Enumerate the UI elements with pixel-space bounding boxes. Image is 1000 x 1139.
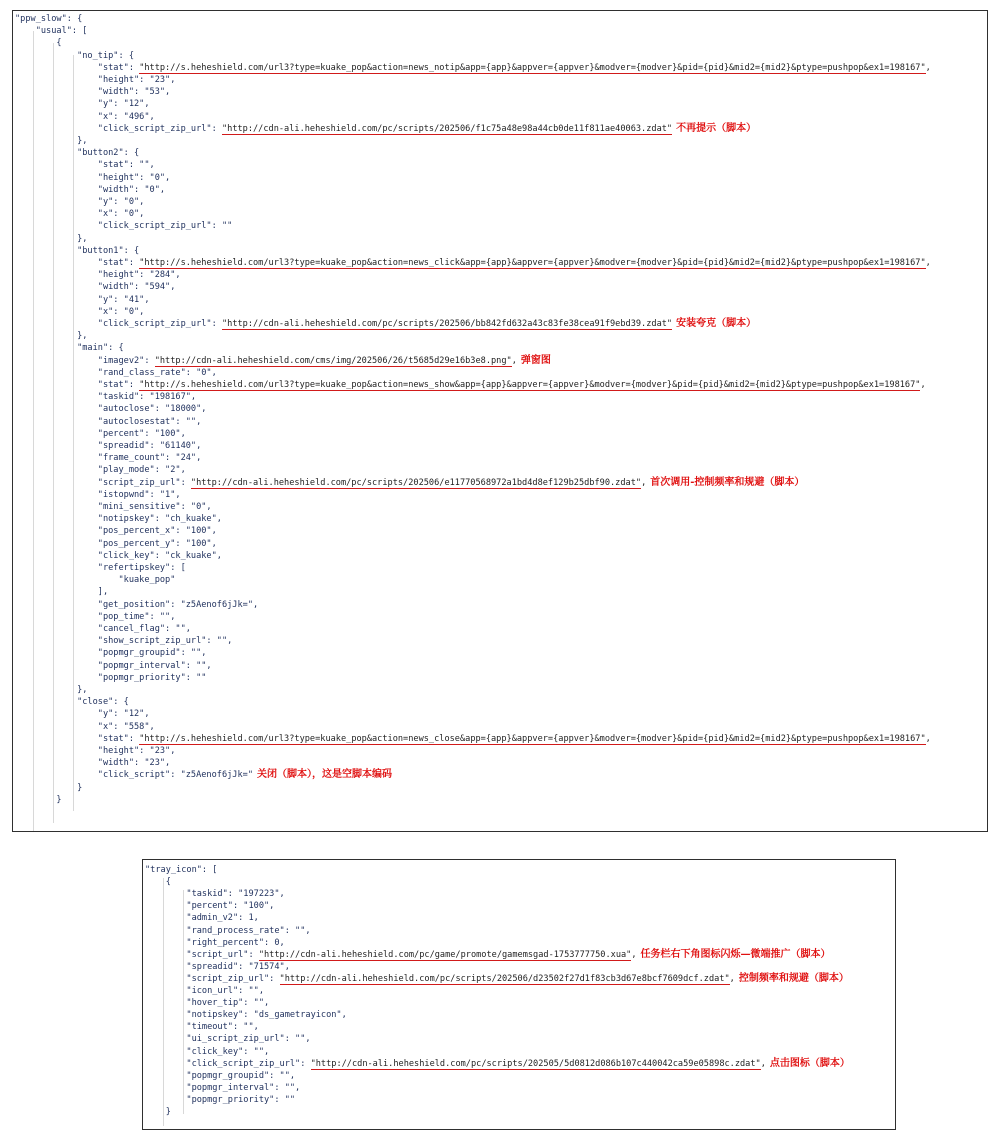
code-text: "hover_tip": "", [145,998,270,1009]
code-text: "click_key": "ck_kuake", [15,550,222,561]
code-text: "y": "12", [15,99,150,110]
code-line [15,733,931,745]
code-text: "y": "12", [15,709,150,720]
code-text: "click_script_zip_url": [15,123,222,134]
code-text: "popmgr_priority": "" [145,1094,296,1105]
code-line [15,721,155,733]
code-line [15,403,206,415]
code-text: "istopwnd": "1", [15,489,181,500]
annotation-note: 控制频率和规避（脚本） [738,972,849,984]
code-line [15,208,144,220]
code-line [15,464,186,476]
code-line [15,684,87,696]
code-text: ], [15,587,109,598]
code-text: "autoclosestat": "", [15,416,202,427]
url-value: "http://cdn-ali.heheshield.com/pc/scripts/202506/d23502f27d1f83cb3d67e8bcf7609dcf.zdat" [279,973,730,984]
code-text: "spreadid": "61140", [15,441,202,451]
code-line [15,550,222,562]
code-text: "taskid": "198167", [15,392,197,403]
code-line [15,647,206,659]
code-line [15,635,232,647]
code-line [145,997,269,1009]
code-text: "main": { [15,343,124,354]
code-line [15,111,155,123]
code-line [145,985,264,997]
url-value: "http://cdn-ali.heheshield.com/pc/scripts/202505/5d0812d086b107c440042ca59e05898c.zdat" [310,1058,761,1069]
code-text: "notipskey": "ds_gametrayicon", [145,1010,347,1021]
code-punct: , [511,355,517,366]
code-text: "tray_icon": [ [145,865,218,875]
code-line [145,949,831,961]
code-text: "taskid": "197223", [145,889,285,900]
code-text: "popmgr_groupid": "", [15,648,207,659]
code-line [15,245,139,257]
code-punct: , [925,733,931,744]
code-text: "usual": [ [15,26,88,37]
code-text: "close": { [15,697,129,708]
code-text: } [15,794,62,805]
code-line [15,525,217,537]
code-line [15,757,170,769]
code-line [15,257,931,269]
code-text: }, [15,331,88,342]
code-line [15,281,175,293]
code-line [15,172,170,184]
code-line [15,220,232,232]
code-text: "frame_count": "24", [15,453,202,464]
code-line [15,37,62,49]
annotation-note: 任务栏右下角图标闪烁—微端推广（脚本） [640,948,831,960]
code-text: "show_script_zip_url": "", [15,636,233,647]
code-text: "percent": "100", [145,901,275,912]
code-text: "stat": "", [15,160,155,171]
code-text: "stat": [15,62,140,73]
ppw-slow-json-panel [12,10,988,832]
code-line [145,900,274,912]
code-line [15,782,82,794]
code-text: "width": "23", [15,758,171,769]
code-text: "autoclose": "18000", [15,404,207,415]
code-text: "stat": [15,733,140,744]
code-line [15,379,926,391]
code-text: "y": "41", [15,294,150,305]
code-line [15,50,134,62]
code-text: "imagev2": [15,355,155,366]
code-line [15,574,175,586]
code-text: "height": "23", [15,746,176,756]
code-line [145,925,311,937]
code-line [145,1033,311,1045]
annotation-note: 不再提示（脚本） [676,122,757,134]
code-line [145,973,849,985]
code-line [15,452,201,464]
code-text: "x": "0", [15,209,145,220]
code-line [145,961,290,973]
annotation-note: 点击图标（脚本） [769,1057,850,1069]
code-text: "width": "594", [15,282,176,293]
code-line [15,696,129,708]
code-line [15,294,150,306]
code-text: }, [15,233,88,244]
code-text: "admin_v2": 1, [145,913,259,924]
code-line [145,937,285,949]
code-punct: , [925,62,931,73]
code-line [15,769,392,781]
code-line [145,1070,295,1082]
annotation-note: 首次调用-控制频率和规避（脚本） [650,476,805,488]
ppw-slow-code [13,11,987,831]
code-line [15,611,175,623]
code-line [145,1021,259,1033]
code-text: "refertipskey": [ [15,563,186,573]
code-line [15,672,206,684]
code-text: { [145,877,171,888]
code-line [15,367,217,379]
code-line [15,501,212,513]
code-text: "click_script": "z5Aenof6jJk=" [15,770,253,781]
code-text: "spreadid": "71574", [145,961,290,972]
code-line [15,562,186,574]
code-text: "icon_url": "", [145,986,264,996]
code-text: "no_tip": { [15,50,134,61]
code-line [15,794,62,806]
code-line [15,233,87,245]
annotation-note: 安装夸克（脚本） [676,318,757,329]
code-text: "y": "0", [15,197,145,207]
code-line [145,876,171,888]
code-text: }, [15,685,88,695]
code-text: "kuake_pop" [15,575,176,586]
url-value: "http://s.heheshield.com/url3?type=kuake_pop&action=news_close&app={app}&appver={appver}&modver={modver}&pid={pid}&mid2={mid2}&ptype=pushpop&ex1=198167" [139,733,926,744]
code-line [145,1094,295,1106]
code-punct: , [729,973,735,984]
code-text: "percent": "100", [15,428,186,439]
annotation-note: 关闭（脚本），这是空脚本编码 [257,769,392,781]
code-text: "right_percent": 0, [145,937,285,948]
code-text: "get_position": "z5Aenof6jJk=", [15,599,259,610]
code-text: "click_script_zip_url": "" [15,221,233,232]
code-punct: , [925,258,931,268]
code-text: } [15,782,83,793]
code-line [15,440,201,452]
code-line [145,888,285,900]
code-line [15,62,931,74]
code-text: "ui_script_zip_url": "", [145,1034,311,1045]
code-line [145,912,259,924]
code-text: "x": "558", [15,721,155,732]
code-line [15,477,804,489]
url-value: "http://cdn-ali.heheshield.com/pc/scripts/202506/e11770568972a1bd4d8ef129b25dbf90.zdat" [190,477,642,488]
code-text: "popmgr_priority": "" [15,672,207,683]
code-line [15,196,144,208]
code-text: "script_url": [145,949,259,960]
code-line [15,306,144,318]
code-text: "button1": { [15,245,140,256]
annotation-note: 弹窗图 [520,354,551,366]
code-text: "x": "0", [15,306,145,317]
code-text: "height": "0", [15,172,171,183]
code-line [15,660,212,672]
url-value: "http://cdn-ali.heheshield.com/pc/game/promote/gamemsgad-1753777750.xua" [258,949,632,960]
code-text: "rand_class_rate": "0", [15,367,217,378]
code-text: "click_key": "", [145,1046,270,1057]
code-line [15,13,82,25]
code-text: "click_script_zip_url": [145,1058,311,1069]
code-line [15,342,124,354]
code-line [15,391,196,403]
code-line [15,745,175,757]
code-text: "stat": [15,380,140,390]
code-text: "rand_process_rate": "", [145,925,311,936]
code-text: "pos_percent_x": "100", [15,526,217,537]
code-line [145,1058,850,1070]
code-line [15,599,258,611]
code-line [145,1009,347,1021]
code-line [15,538,217,550]
url-value: "http://cdn-ali.heheshield.com/pc/scripts/202506/bb842fd632a43c83fe38cea91f9ebd39.zdat" [221,319,673,329]
url-value: "http://s.heheshield.com/url3?type=kuake_pop&action=news_notip&app={app}&appver={appver}&modver={modver}&pid={pid}&mid2={mid2}&ptype=pushpop&ex1=198167" [139,62,926,73]
code-line [15,25,87,37]
code-line [15,269,181,281]
code-text: "notipskey": "ch_kuake", [15,514,222,525]
code-line [15,708,150,720]
url-value: "http://s.heheshield.com/url3?type=kuake_pop&action=news_show&app={app}&appver={appver}&modver={modver}&pid={pid}&mid2={mid2}&ptype=pushpop&ex1=198167" [139,380,921,390]
code-text: "cancel_flag": "", [15,624,191,634]
code-text: "pop_time": "", [15,611,176,622]
code-text: "popmgr_groupid": "", [145,1070,296,1081]
code-text: "popmgr_interval": "", [15,660,212,671]
code-line [15,184,165,196]
code-text: "play_mode": "2", [15,465,186,476]
code-line [15,586,108,598]
tray-icon-json-panel [142,859,896,1130]
code-line [145,1106,171,1118]
code-line [145,1082,300,1094]
code-line [15,513,222,525]
code-line [15,123,756,135]
code-text: { [15,38,62,49]
code-punct: , [641,477,647,488]
url-value: "http://cdn-ali.heheshield.com/pc/scripts/202506/f1c75a48e98a44cb0de11f811ae40063.zdat" [221,123,673,134]
code-text: "x": "496", [15,111,155,122]
code-line [15,428,186,440]
code-line [145,1046,269,1058]
code-text: "click_script_zip_url": [15,319,222,329]
code-line [15,330,87,342]
code-line [15,416,201,428]
code-text: "ppw_slow": { [15,14,83,24]
code-text: "button2": { [15,148,140,159]
code-line [15,147,139,159]
code-punct: , [631,949,637,960]
code-line [15,98,150,110]
code-text: "popmgr_interval": "", [145,1082,301,1093]
code-punct: , [760,1058,766,1069]
code-line [15,489,181,501]
code-line [15,74,175,86]
code-text: "script_zip_url": [145,973,280,984]
code-text: "timeout": "", [145,1022,259,1033]
code-line [15,318,756,330]
code-text: "pos_percent_y": "100", [15,538,217,549]
url-value: "http://s.heheshield.com/url3?type=kuake_pop&action=news_click&app={app}&appver={appver}&modver={modver}&pid={pid}&mid2={mid2}&ptype=pushpop&ex1=198167" [139,258,926,268]
url-value: "http://cdn-ali.heheshield.com/cms/img/202506/26/t5685d29e16b3e8.png" [154,355,512,366]
tray-icon-code [143,860,895,1129]
code-text: "script_zip_url": [15,477,191,488]
code-text: "stat": [15,258,140,268]
code-text: "height": "23", [15,75,176,85]
code-line [15,623,191,635]
code-line [15,355,551,367]
code-text: "width": "0", [15,184,166,195]
code-text: } [145,1107,171,1117]
code-line [15,135,87,147]
code-text: "height": "284", [15,270,181,281]
code-line [15,86,170,98]
code-text: "mini_sensitive": "0", [15,502,212,512]
code-line [15,159,155,171]
code-text: "width": "53", [15,87,171,98]
code-text: }, [15,136,88,146]
code-punct: , [920,380,926,390]
code-line [145,864,217,876]
